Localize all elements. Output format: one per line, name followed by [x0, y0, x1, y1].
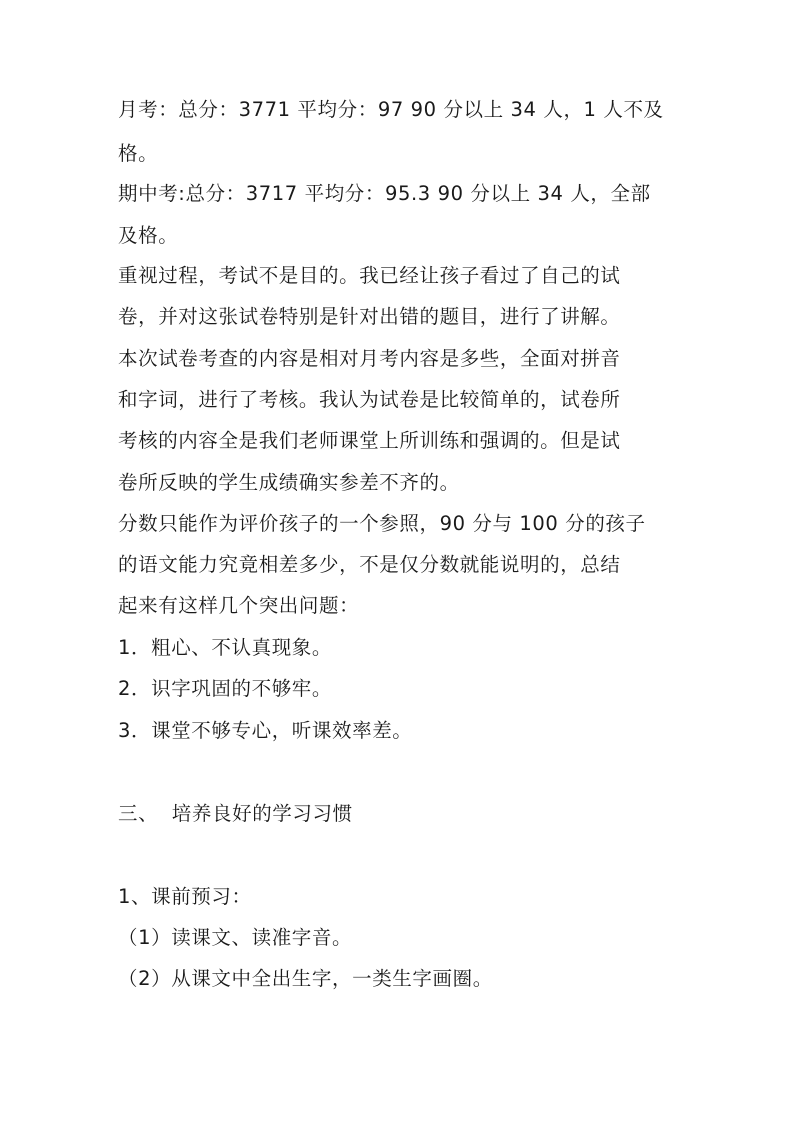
- text-line: 和字词，进行了考核。我认为试卷是比较简单的，试卷所: [118, 388, 621, 411]
- section-heading: 三、 培养良好的学习习惯: [118, 802, 353, 825]
- text-line: 卷所反映的学生成绩确实参差不齐的。: [118, 471, 460, 494]
- text-line: 本次试卷考查的内容是相对月考内容是多些，全面对拼音: [118, 347, 621, 370]
- text-line: 月考：总分：3771 平均分：97 90 分以上 34 人，1 人不及: [118, 98, 664, 121]
- text-line: 及格。: [118, 224, 179, 247]
- list-item: 2．识字巩固的不够牢。: [118, 677, 333, 700]
- subsection-heading: 1、课前预习：: [118, 885, 252, 908]
- text-line: 分数只能作为评价孩子的一个参照，90 分与 100 分的孩子: [118, 512, 646, 535]
- text-line: 格。: [118, 142, 159, 165]
- text-line: 卷，并对这张试卷特别是针对出错的题目，进行了讲解。: [118, 305, 621, 328]
- text-line: 考核的内容全是我们老师课堂上所训练和强调的。但是试: [118, 429, 621, 452]
- text-line: 起来有这样几个突出问题：: [118, 594, 360, 617]
- list-item: 3．课堂不够专心，听课效率差。: [118, 719, 413, 742]
- list-item: （1）读课文、读准字音。: [118, 926, 353, 949]
- text-line: 的语文能力究竟相差多少，不是仅分数就能说明的，总结: [118, 553, 621, 576]
- list-item: 1．粗心、不认真现象。: [118, 636, 333, 659]
- text-line: 重视过程，考试不是目的。我已经让孩子看过了自己的试: [118, 264, 621, 287]
- text-line: 期中考:总分：3717 平均分：95.3 90 分以上 34 人，全部: [118, 182, 651, 205]
- list-item: （2）从课文中全出生字，一类生字画圈。: [118, 967, 493, 990]
